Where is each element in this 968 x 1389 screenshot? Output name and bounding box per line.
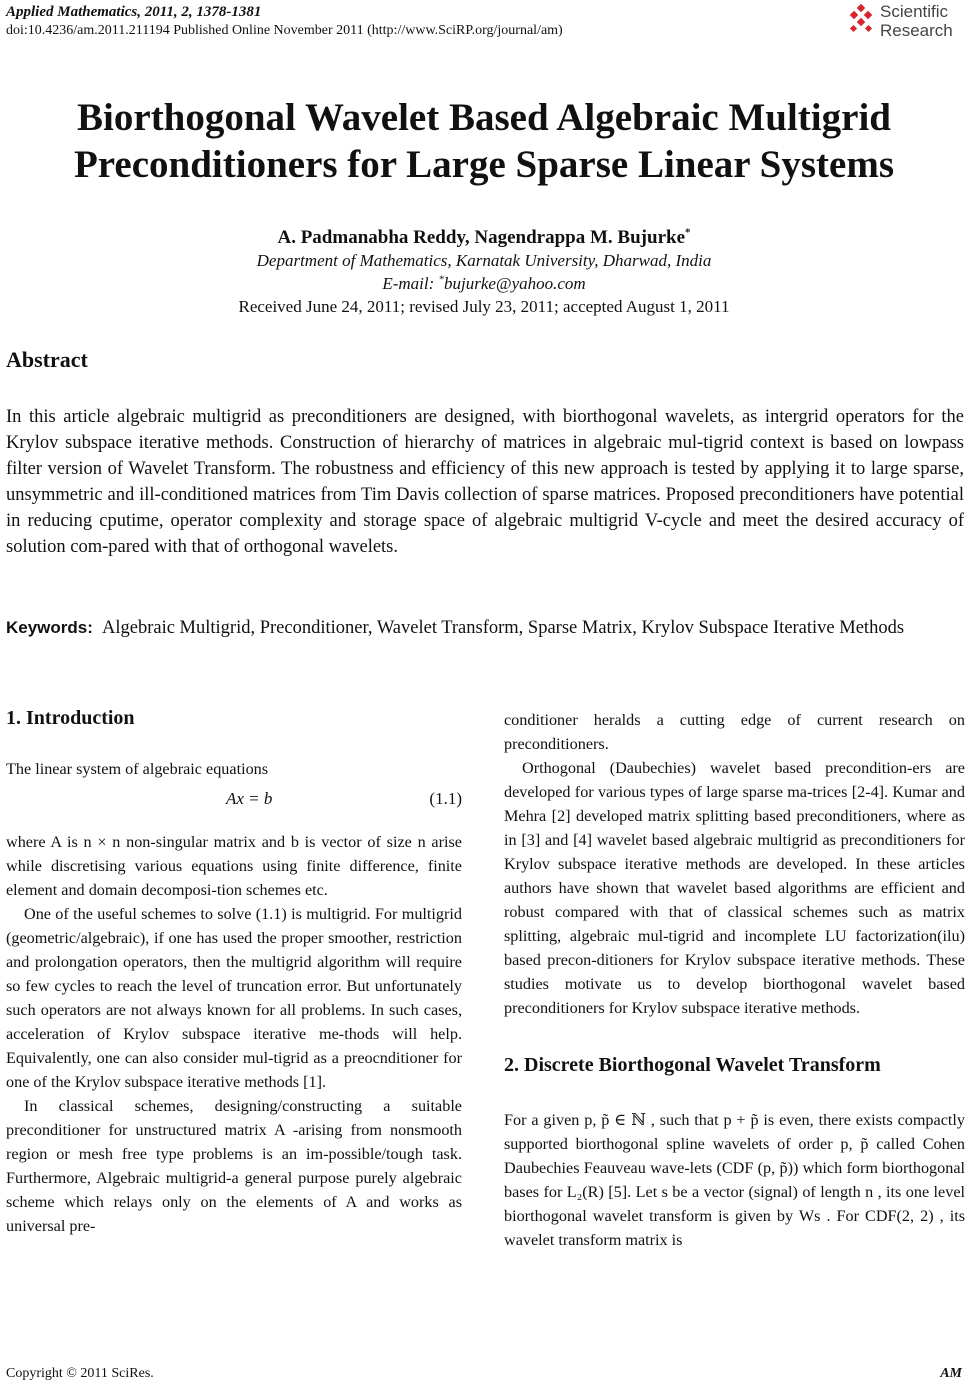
publisher-logo — [846, 2, 968, 40]
corresponding-mark: * — [685, 226, 691, 239]
right-paragraph-2: Orthogonal (Daubechies) wavelet based precondition-ers are developed for various types of large sparse ma-trices [2-4]. Kumar and Mehra [2] developed matrix splitting based preconditioners, where as in [3] and [4] wavelet based algebraic multigrid as preconditioners for Krylov subspace iterative methods are developed. In these articles authors have shown that wavelet based algorithms are efficient and robust compared with that of classical schemes such as matrix splitting, algebraic mul-tigrid and incomplete LU factorization(ilu) based precon-ditioners for Krylov subspace iterative methods. These studies motivate us to develop biorthogonal wavelet based preconditioners for Krylov subspace iterative methods. — [504, 759, 965, 1017]
section2-body — [504, 1108, 965, 1252]
abstract-heading: Abstract — [6, 347, 88, 372]
journal-citation: Applied Mathematics, 2011, 2, 1378-1381 — [6, 4, 262, 20]
intro-body — [6, 830, 462, 1238]
journal-abbreviation: AM — [940, 1366, 962, 1381]
logo-text-line2: Research — [880, 21, 953, 40]
right-column-body — [504, 708, 965, 1020]
doi-line: doi:10.4236/am.2011.211194 Published Online November 2011 (http://www.SciRP.org/journal/am) — [6, 23, 563, 38]
submission-dates: Received June 24, 2011; revised July 23, 2011; accepted August 1, 2011 — [238, 297, 730, 316]
intro-p1-wrap — [6, 757, 462, 781]
intro-paragraph-4: In classical schemes, designing/constructing a suitable preconditioner for unstructured matrix A -arising from nonsmooth region or mesh free type problems is an im-possible/tough task. Furthermore, Algebraic multigrid-a general purpose purely algebraic scheme which relays only on the elements of A and works as universal pre- — [6, 1097, 462, 1235]
keywords-label: Keywords: — [6, 618, 93, 637]
equation-number: (1.1) — [429, 789, 462, 808]
keywords-text: Algebraic Multigrid, Preconditioner, Wavelet Transform, Sparse Matrix, Krylov Subspace Iterative Methods — [102, 618, 905, 638]
title-line-2: Preconditioners for Large Sparse Linear Systems — [73, 143, 894, 186]
intro-paragraph-3: One of the useful schemes to solve (1.1) is multigrid. For multigrid (geometric/algebraic), if one has used the proper smoother, restriction and prolongation operators, then the multigrid algorithm will require so few cycles to reach the level of truncation error. But unfortunately such operators are not always known for all problems. In such cases, acceleration of Krylov subspace iterative me-thods will help. Equivalently, one can also consider mul-tigrid as a preocnditioner for one of the Krylov subspace iterative methods [1]. — [6, 905, 462, 1091]
section2-paragraph-1: For a given p, p̃ ∈ ℕ , such that p + p̃ is even, there exists compactly supported biorthogonal spline wavelets of order p, p̃ called Cohen Daubechies Feauveau wave-lets (CDF (p, p̃)) which form biorthogonal bases for L₂(R) [5]. Let s be a vector (signal) of length n , its one level biorthogonal wavelet transform is given by Ws . For CDF(2, 2) , its wavelet transform matrix is — [504, 1111, 965, 1249]
section2-heading-wrap — [504, 1052, 965, 1078]
equation-body: Ax = b — [226, 789, 273, 808]
copyright-footer: Copyright © 2011 SciRes. — [6, 1366, 154, 1381]
authors — [0, 226, 968, 250]
section2-heading: 2. Discrete Biorthogonal Wavelet Transform — [504, 1054, 881, 1076]
right-paragraph-1: conditioner heralds a cutting edge of current research on preconditioners. — [504, 711, 965, 753]
section1-heading — [6, 705, 462, 731]
email-label: E-mail: — [382, 274, 439, 293]
abstract-text: In this article algebraic multigrid as preconditioners are designed, with biorthogonal wavelets, as intergrid operators for the Krylov subspace iterative methods. Construction of hierarchy of matrices in algebraic mul-tigrid context is based on lowpass filter version of Wavelet Transform. The robustness and efficiency of this new approach is tested by applying it to large sparse, unsymmetric and ill-conditioned matrices from Tim Davis collection of sparse matrices. Proposed preconditioners have potential in reducing cputime, operator complexity and storage space of algebraic multigrid V-cycle and meet the desired accuracy of solution com-pared with that of orthogonal wavelets. — [6, 407, 964, 557]
affiliation: Department of Mathematics, Karnatak University, Dharwad, India — [256, 251, 712, 270]
author-names: A. Padmanabha Reddy, Nagendrappa M. Bujurke — [277, 227, 686, 248]
intro-paragraph-1: The linear system of algebraic equations — [6, 760, 269, 778]
logo-text-line1: Scientific — [880, 2, 949, 21]
paper-title — [0, 94, 968, 188]
intro-paragraph-2: where A is n × n non-singular matrix and b is vector of size n arise while discretising various equations using finite difference, finite element and domain decomposi-tion schemes etc. — [6, 833, 462, 899]
logo-mark-icon — [846, 4, 876, 34]
email-address[interactable]: bujurke@yahoo.com — [444, 274, 586, 293]
intro-heading: 1. Introduction — [6, 707, 135, 729]
title-line-1: Biorthogonal Wavelet Based Algebraic Multigrid — [77, 96, 891, 139]
email-line — [0, 273, 968, 295]
email-mark: * — [438, 273, 444, 286]
